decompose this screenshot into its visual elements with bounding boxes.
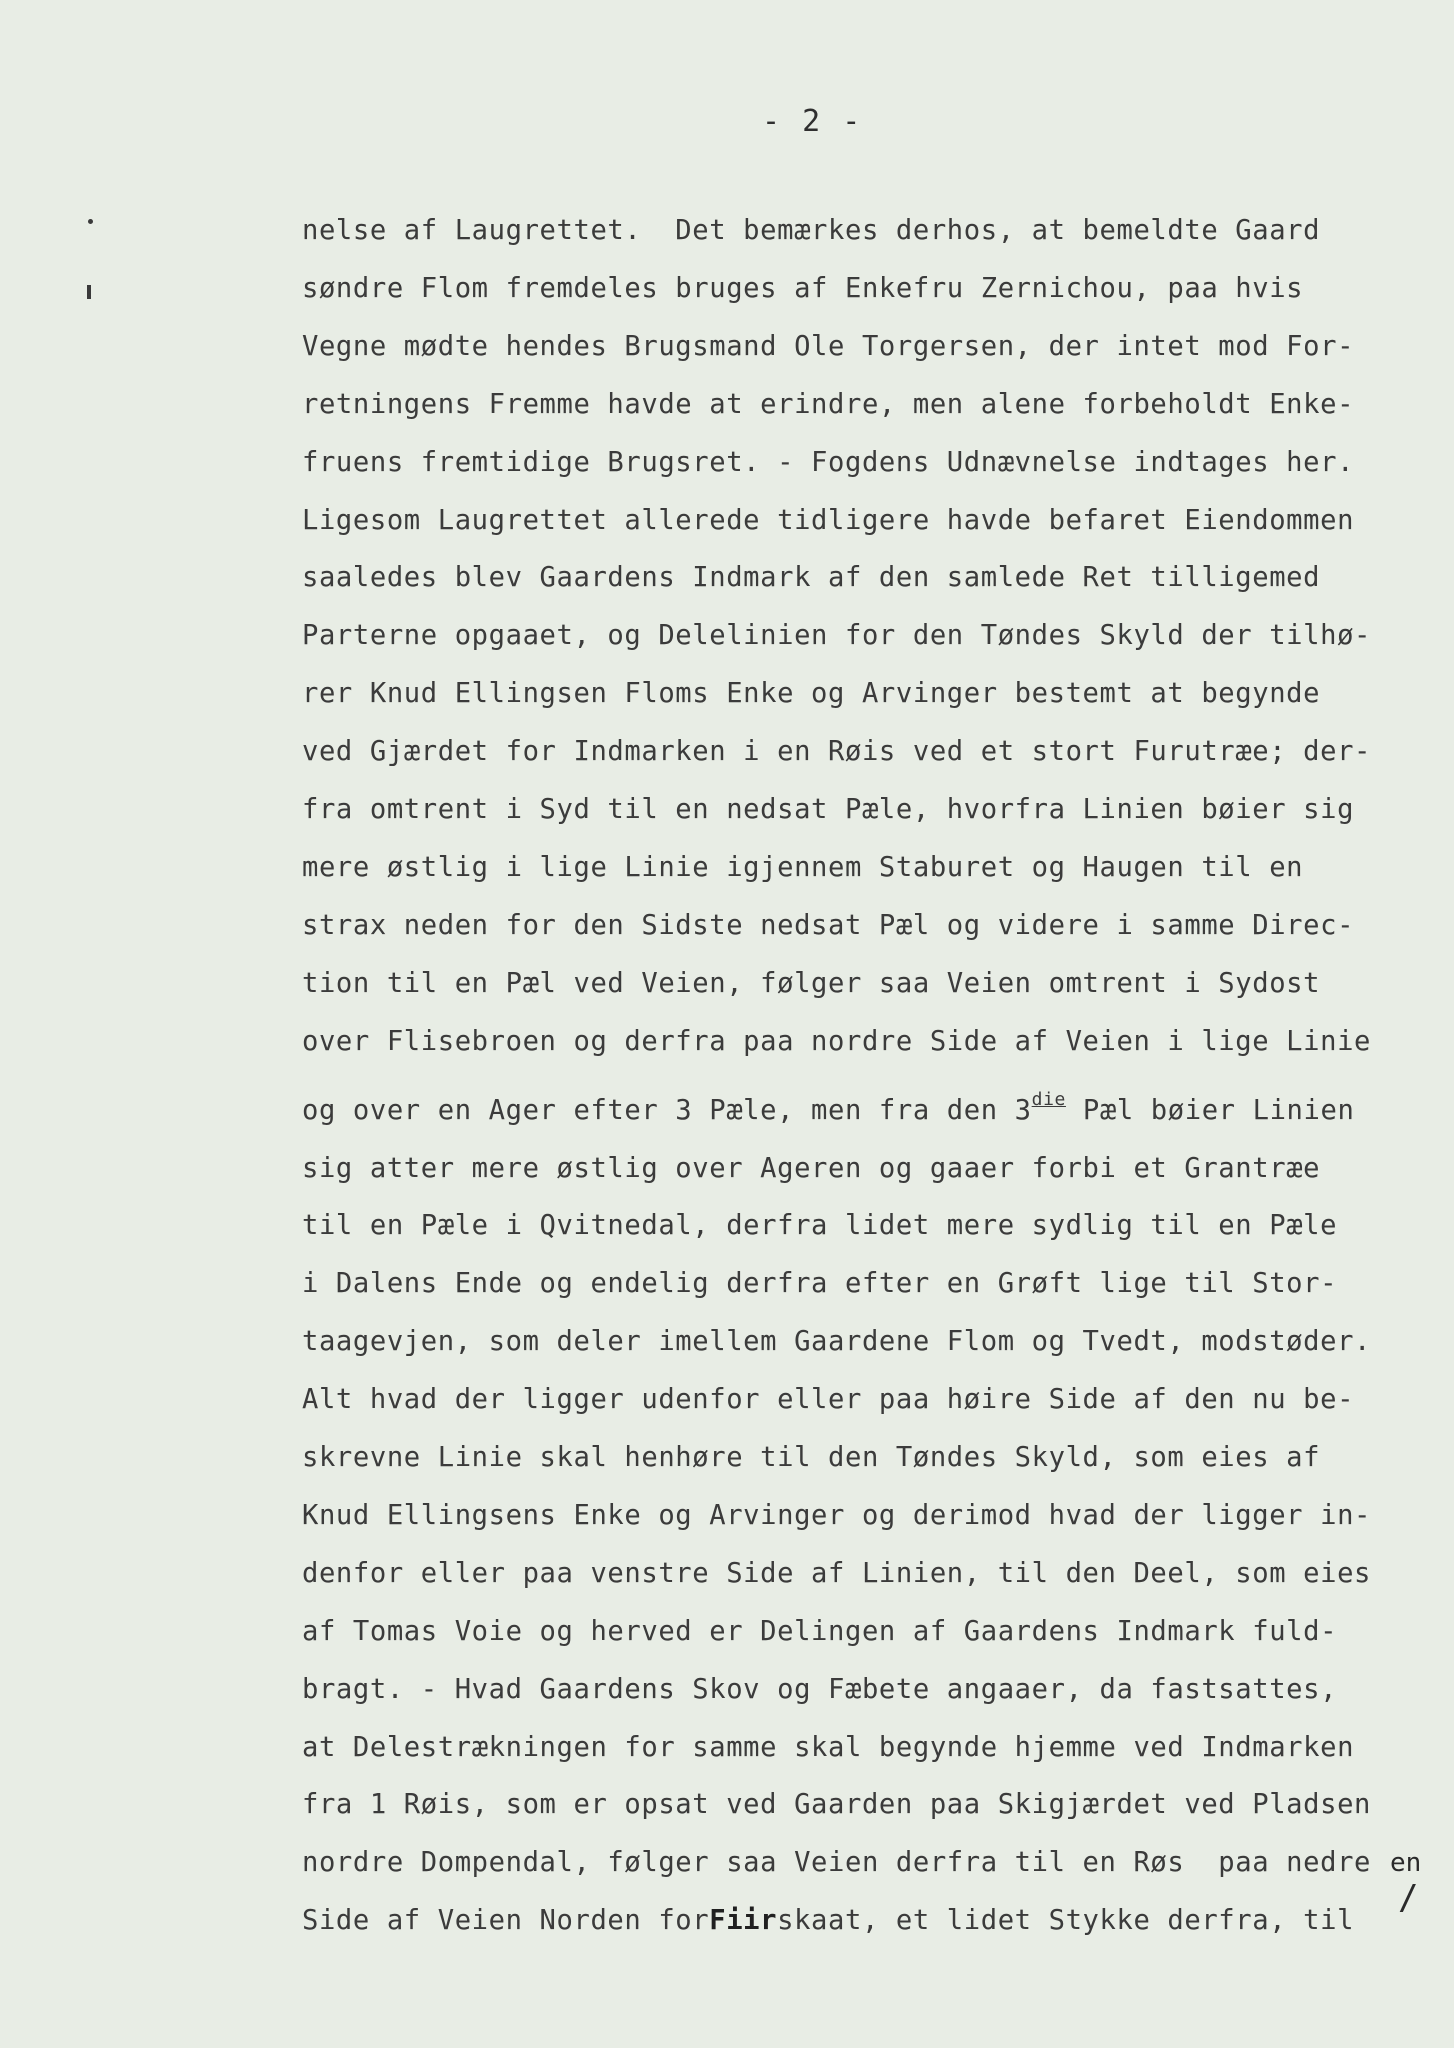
- text-line: fra omtrent i Syd til en nedsat Pæle, hvorfra Linien bøier sig: [302, 794, 1355, 826]
- text-line: af Tomas Voie og herved er Delingen af Gaardens Indmark fuld-: [302, 1615, 1338, 1647]
- text-line: tion til en Pæl ved Veien, følger saa Veien omtrent i Sydost: [302, 967, 1321, 999]
- line-segment: Side af Veien Norden for: [302, 1905, 710, 1937]
- text-line: skrevne Linie skal henhøre til den Tøndes Skyld, som eies af: [302, 1442, 1321, 1474]
- text-line: Parterne opgaaet, og Delelinien for den Tøndes Skyld der tilhø-: [302, 620, 1371, 652]
- margin-insertion-en: en: [1390, 1848, 1422, 1878]
- text-line: fruens fremtidige Brugsret. - Fogdens Udnævnelse indtages her.: [302, 446, 1355, 478]
- line-segment: skaat, et lidet Stykke derfra, til: [777, 1905, 1355, 1937]
- typed-body-text: [302, 202, 1432, 1950]
- margin-tick-mark: [87, 285, 91, 299]
- page-number: - 2 -: [762, 104, 863, 139]
- text-line: nordre Dompendal, følger saa Veien derfra til en Røs paa nedre: [302, 1847, 1371, 1879]
- text-line: ved Gjærdet for Indmarken i en Røis ved et stort Furutræe; der-: [302, 736, 1371, 768]
- text-line: fra 1 Røis, som er opsat ved Gaarden paa Skigjærdet ved Pladsen: [302, 1789, 1371, 1821]
- text-line: i Dalens Ende og endelig derfra efter en Grøft lige til Stor-: [302, 1268, 1338, 1300]
- text-line: Vegne mødte hendes Brugsmand Ole Torgersen, der intet mod For-: [302, 330, 1355, 362]
- text-line: taagevjen, som deler imellem Gaardene Flom og Tvedt, modstøder.: [302, 1326, 1371, 1358]
- line-segment: og over en Ager efter 3 Pæle, men fra den 3: [302, 1094, 1032, 1126]
- text-line: saaledes blev Gaardens Indmark af den samlede Ret tilligemed: [302, 562, 1321, 594]
- text-line: Ligesom Laugrettet allerede tidligere havde befaret Eiendommen: [302, 504, 1355, 536]
- text-line: til en Pæle i Qvitnedal, derfra lidet mere sydlig til en Pæle: [302, 1210, 1338, 1242]
- text-line: strax neden for den Sidste nedsat Pæl og videre i samme Direc-: [302, 909, 1355, 941]
- line-segment: Pæl bøier Linien: [1065, 1094, 1355, 1126]
- text-line: søndre Flom fremdeles bruges af Enkefru Zernichou, paa hvis: [302, 272, 1304, 304]
- text-line: at Delestrækningen for samme skal begynde hjemme ved Indmarken: [302, 1731, 1355, 1763]
- inserted-word: Fiir: [709, 1905, 778, 1937]
- margin-slash-mark: /: [1398, 1878, 1419, 1918]
- margin-dot-mark: [88, 219, 93, 224]
- text-line: mere østlig i lige Linie igjennem Staburet og Haugen til en: [302, 851, 1304, 883]
- text-line: Knud Ellingsens Enke og Arvinger og derimod hvad der ligger in-: [302, 1499, 1371, 1531]
- text-line: over Flisebroen og derfra paa nordre Side af Veien i lige Linie: [302, 1025, 1371, 1057]
- text-line: bragt. - Hvad Gaardens Skov og Fæbete angaaer, da fastsattes,: [302, 1673, 1338, 1705]
- text-line-with-superscript: [302, 1071, 1432, 1140]
- text-line: sig atter mere østlig over Ageren og gaaer forbi et Grantræe: [302, 1152, 1321, 1184]
- text-line: rer Knud Ellingsen Floms Enke og Arvinger bestemt at begynde: [302, 678, 1321, 710]
- text-line: denfor eller paa venstre Side af Linien, til den Deel, som eies: [302, 1557, 1371, 1589]
- text-line: retningens Fremme havde at erindre, men alene forbeholdt Enke-: [302, 388, 1355, 420]
- text-line-with-insert: [302, 1892, 1432, 1950]
- superscript-die: die: [1031, 1088, 1066, 1110]
- text-line: Alt hvad der ligger udenfor eller paa høire Side af den nu be-: [302, 1384, 1355, 1416]
- text-line: nelse af Laugrettet. Det bemærkes derhos, at bemeldte Gaard: [302, 215, 1321, 246]
